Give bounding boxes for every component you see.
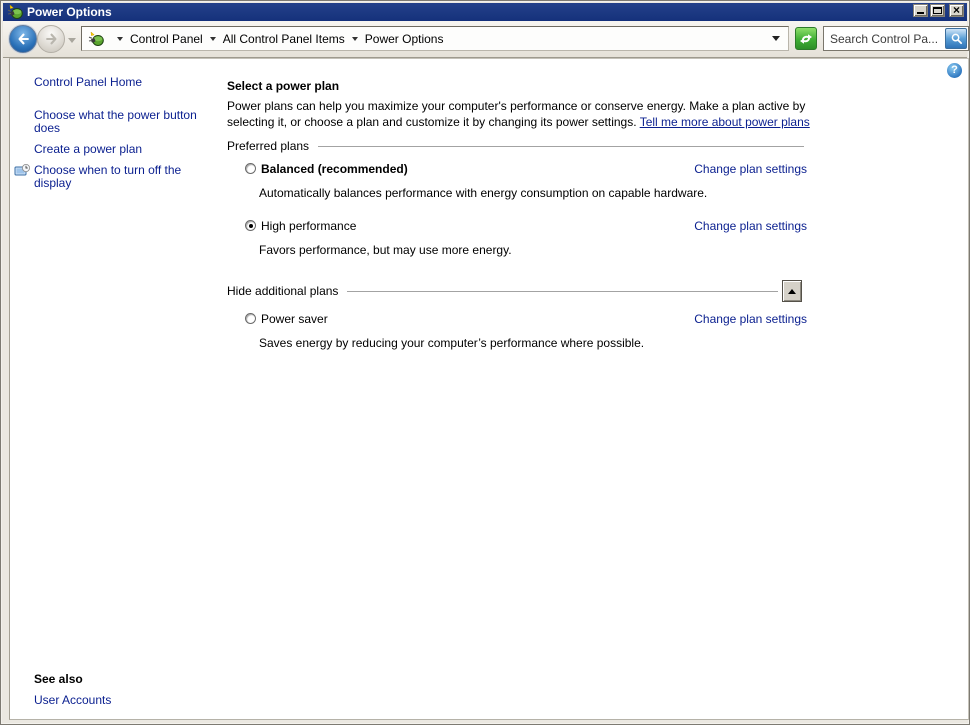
chevron-down-icon[interactable] [210, 37, 216, 41]
search-input[interactable] [824, 32, 945, 46]
forward-button[interactable] [37, 25, 65, 53]
content-area [9, 58, 969, 720]
recent-pages-chevron-icon[interactable] [68, 38, 76, 43]
breadcrumb-item-power-options[interactable]: Power Options [364, 31, 444, 46]
plan-name: Balanced (recommended) [261, 162, 408, 176]
plan-name: High performance [261, 219, 357, 233]
maximize-button[interactable] [930, 4, 945, 17]
plan-row-balanced [227, 162, 807, 177]
refresh-button[interactable] [795, 27, 817, 50]
radio-high-performance[interactable] [245, 220, 256, 231]
sidebar-item-power-button-action[interactable]: Choose what the power button does [34, 108, 197, 135]
sidebar-item-turn-off-display[interactable]: Choose when to turn off the display [34, 163, 182, 190]
search-icon [950, 32, 963, 45]
window-title: Power Options [27, 5, 112, 19]
back-arrow-icon [16, 32, 31, 46]
search-box [823, 26, 969, 51]
power-plug-icon [88, 31, 104, 47]
breadcrumb-item-all-control-panel-items[interactable]: All Control Panel Items [222, 31, 345, 46]
display-clock-icon [14, 163, 31, 180]
hide-additional-plans-header [227, 284, 778, 298]
collapse-plans-button[interactable] [782, 280, 802, 302]
back-button[interactable] [9, 25, 37, 53]
up-arrow-icon [788, 289, 796, 294]
help-button[interactable]: ? [947, 63, 962, 78]
plan-row-high-performance [227, 219, 807, 234]
power-plug-icon [7, 4, 23, 20]
chevron-down-icon[interactable] [117, 37, 123, 41]
separator-line [347, 291, 778, 292]
caption-buttons [911, 4, 964, 17]
sidebar-item-control-panel-home[interactable]: Control Panel Home [34, 75, 143, 89]
intro-paragraph [227, 98, 819, 130]
close-button[interactable] [949, 4, 964, 17]
plan-row-power-saver [227, 312, 807, 327]
titlebar [3, 3, 967, 21]
preferred-plans-label: Preferred plans [227, 139, 310, 153]
plan-description: Saves energy by reducing your computer’s performance where possible. [259, 336, 645, 350]
search-button[interactable] [945, 28, 967, 49]
close-icon: × [952, 3, 960, 17]
plan-name: Power saver [261, 312, 328, 326]
address-history-dropdown-icon[interactable] [772, 36, 780, 41]
refresh-icon [799, 32, 813, 46]
minimize-button[interactable] [913, 4, 928, 17]
preferred-plans-header [227, 139, 804, 153]
see-also-link-user-accounts[interactable]: User Accounts [34, 693, 112, 707]
maximize-icon [933, 7, 942, 14]
page-title: Select a power plan [227, 79, 340, 93]
change-plan-settings-link[interactable]: Change plan settings [694, 162, 807, 176]
minimize-icon [917, 12, 924, 14]
plan-description: Automatically balances performance with energy consumption on capable hardware. [259, 186, 708, 200]
sidebar-item-create-power-plan[interactable]: Create a power plan [34, 142, 143, 156]
hide-additional-plans-label: Hide additional plans [227, 284, 339, 298]
navigation-toolbar [3, 21, 967, 58]
see-also-heading: See also [34, 672, 83, 686]
tell-me-more-link[interactable]: Tell me more about power plans [639, 115, 810, 129]
intro-text: Power plans can help you maximize your computer's performance or conserve energy. Make a plan active by selecting it, or choose a plan and customize it by changing its power settings. [227, 99, 806, 129]
breadcrumb-item-control-panel[interactable]: Control Panel [130, 31, 203, 46]
change-plan-settings-link[interactable]: Change plan settings [694, 312, 807, 326]
plan-description: Favors performance, but may use more energy. [259, 243, 512, 257]
forward-arrow-icon [44, 32, 59, 46]
radio-balanced[interactable] [245, 163, 256, 174]
separator-line [318, 146, 804, 147]
chevron-down-icon[interactable] [352, 37, 358, 41]
radio-power-saver[interactable] [245, 313, 256, 324]
address-bar[interactable] [81, 26, 789, 51]
change-plan-settings-link[interactable]: Change plan settings [694, 219, 807, 233]
